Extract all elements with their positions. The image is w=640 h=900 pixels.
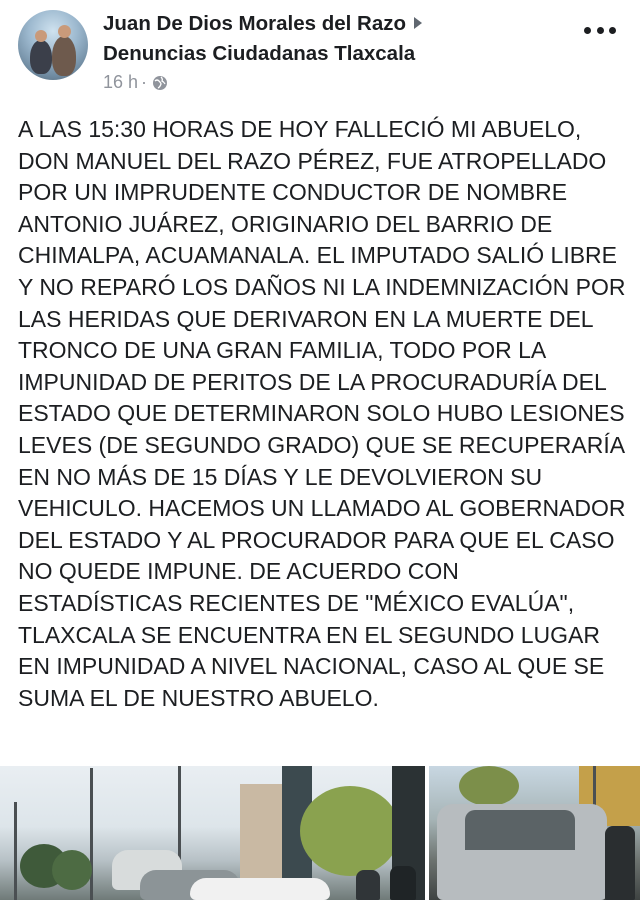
post-timestamp[interactable]: 16 h (103, 72, 139, 92)
avatar-figure (30, 40, 52, 74)
author-line (103, 12, 422, 36)
person (356, 870, 380, 900)
more-dot (584, 27, 591, 34)
post-body-text: A LAS 15:30 HORAS DE HOY FALLECIÓ MI ABUELO, DON MANUEL DEL RAZO PÉREZ, FUE ATROPELLADO POR UN IMPRUDENTE CONDUCTOR DE NOMBRE ANTONIO JUÁREZ, ORIGINARIO DEL BARRIO DE CHIMALPA, ACUAMANALA. EL IMPUTADO SALIÓ LIBRE Y NO REPARÓ LOS DAÑOS NI LA INDEMNIZACIÓN POR LAS HERIDAS QUE DERIVARON EN LA MUERTE DEL TRONCO DE UNA GRAN FAMILIA, TODO POR LA IMPUNIDAD DE PERITOS DE LA PROCURADURÍA DEL ESTADO QUE DETERMINARON SOLO HUBO LESIONES LEVES (DE SEGUNDO GRADO) QUE SE RECUPERARÍA EN NO MÁS DE 15 DÍAS Y LE DEVOLVIERON SU VEHICULO. HACEMOS UN LLAMADO AL GOBERNADOR DEL ESTADO Y AL PROCURADOR PARA QUE EL CASO NO QUEDE IMPUNE. DE ACUERDO CON ESTADÍSTICAS RECIENTES DE "MÉXICO EVALÚA", TLAXCALA SE ENCUENTRA EN EL SEGUNDO LUGAR EN IMPUNIDAD A NIVEL NACIONAL, CASO AL QUE SE SUMA EL DE NUESTRO ABUELO. (18, 116, 626, 711)
street-lamp (14, 802, 17, 900)
author-name[interactable]: Juan De Dios Morales del Razo (103, 12, 407, 35)
photo-street-scene[interactable] (0, 766, 425, 900)
meta-separator: · (141, 72, 148, 92)
author-avatar[interactable] (18, 10, 88, 80)
group-name[interactable]: Denuncias Ciudadanas Tlaxcala (103, 42, 416, 65)
tree (459, 766, 519, 806)
more-dot (609, 27, 616, 34)
tree (52, 850, 92, 890)
post-meta (103, 72, 168, 93)
person (605, 826, 635, 900)
post-header (0, 0, 640, 100)
car (190, 878, 330, 900)
photo-damaged-car[interactable] (429, 766, 640, 900)
post-photos (0, 766, 640, 900)
avatar-figure-head (58, 25, 71, 38)
shared-to-arrow-icon (414, 17, 422, 29)
utility-pole (90, 768, 93, 900)
avatar-figure-head (35, 30, 47, 42)
more-dot (597, 27, 604, 34)
avatar-figure (52, 36, 76, 76)
globe-icon (152, 75, 168, 91)
more-options-icon[interactable] (584, 22, 616, 38)
tree (300, 786, 400, 876)
person (390, 866, 416, 900)
car-windshield (465, 810, 575, 850)
